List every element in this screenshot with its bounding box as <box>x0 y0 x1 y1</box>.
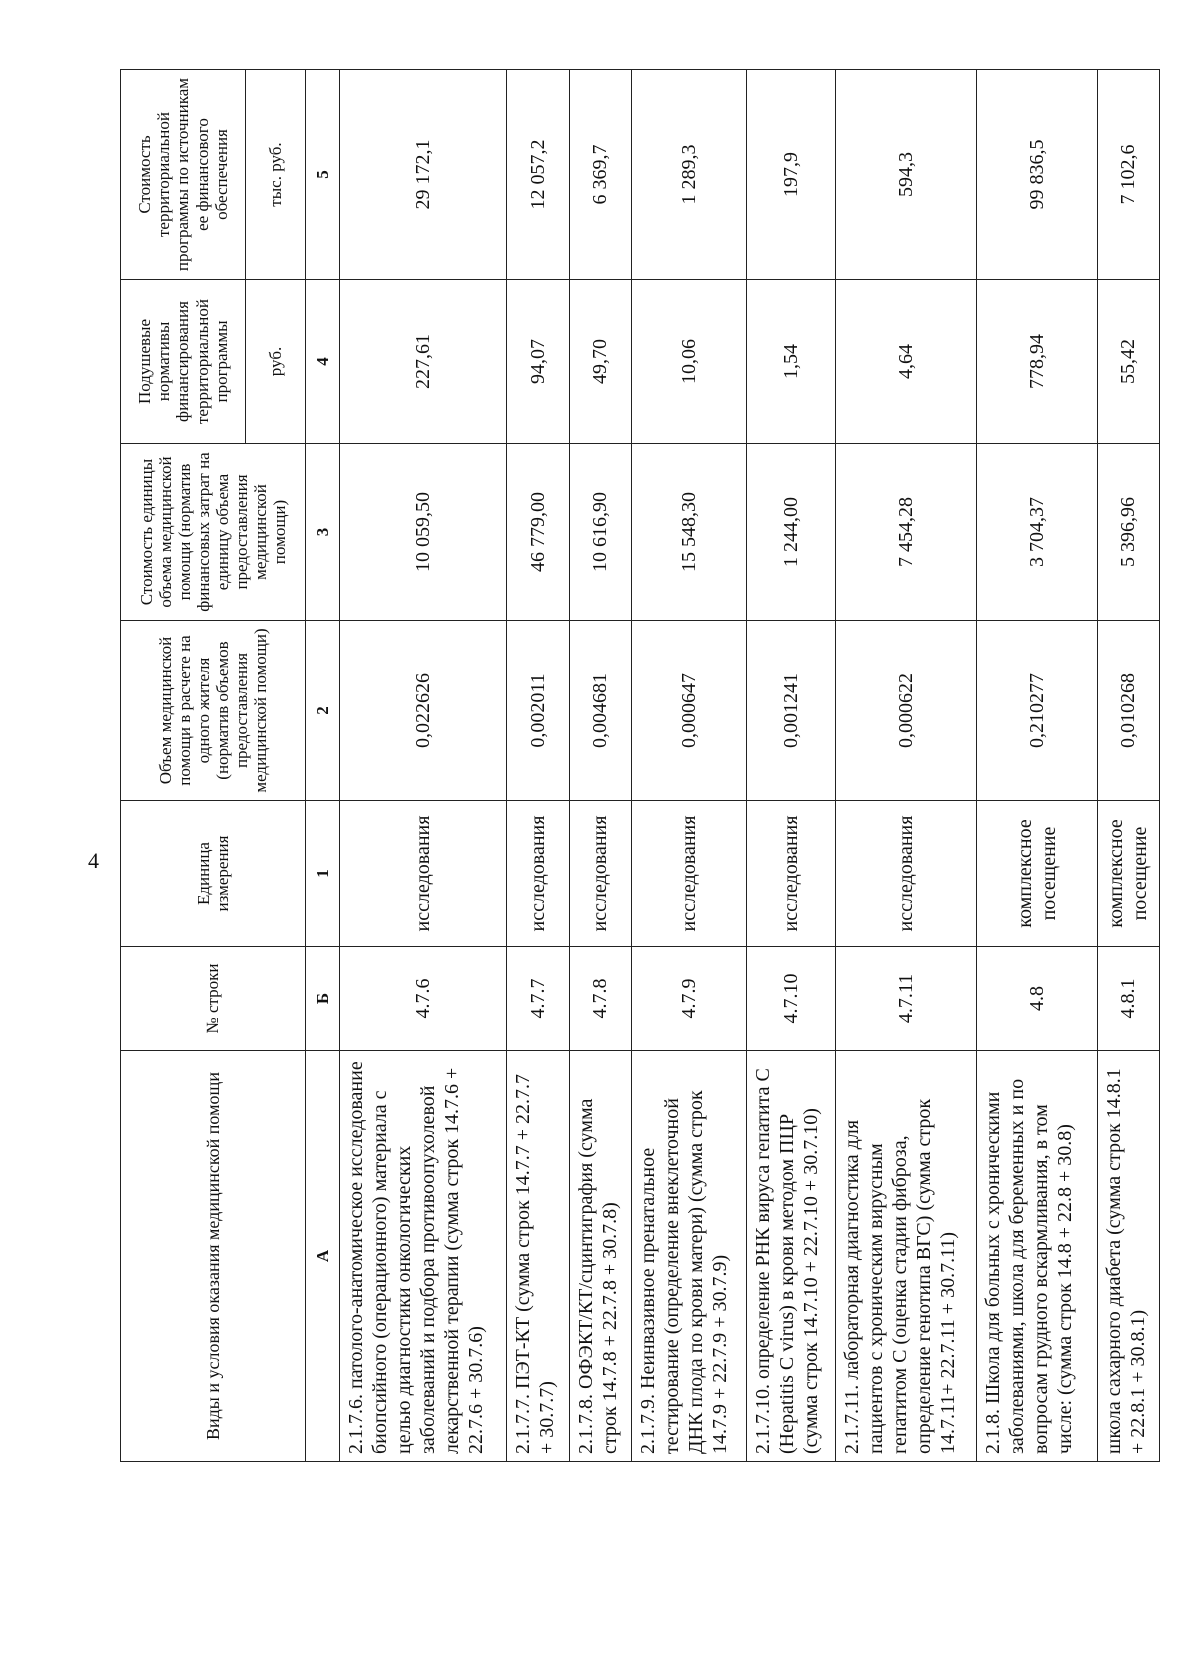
row-total: 1 289,3 <box>631 70 746 280</box>
header-per-capita: Подушевые нормативы финансирования территориальной программы <box>121 280 246 444</box>
unit-program-cost: тыс. руб. <box>246 70 306 280</box>
header-kinds-conditions: Виды и условия оказания медицинской помощи <box>121 1051 306 1462</box>
row-name: 2.1.8. Школа для больных с хроническими заболеваниями, школа для беременных и по вопросам грудного вскармливания, в том числе: (сумма строк 14.8 + 22.8 + 30.8) <box>977 1051 1097 1462</box>
index-cell: 3 <box>306 444 340 621</box>
row-name: 2.1.7.9. Неинвазивное пренатальное тестирование (определение внеклеточной ДНК плода по крови матери) (сумма строк 14.7.9 + 22.7.9 + 30.7.9) <box>631 1051 746 1462</box>
row-number: 4.7.6 <box>340 947 507 1051</box>
row-name: 2.1.7.11. лабораторная диагностика для пациентов с хроническим вирусным гепатитом С (оценка стадии фиброза, определение генотипа ВГС) (сумма строк 14.7.11+ 22.7.11 + 30.7.11) <box>836 1051 977 1462</box>
index-cell: 4 <box>306 280 340 444</box>
row-number: 4.7.10 <box>746 947 836 1051</box>
header-row <box>121 70 246 1462</box>
row-volume: 0,004681 <box>569 621 631 801</box>
row-unit-cost: 7 454,28 <box>836 444 977 621</box>
row-number: 4.7.7 <box>507 947 569 1051</box>
row-number: 4.8.1 <box>1097 947 1159 1051</box>
row-name: 2.1.7.6. патолого-анатомическое исследование биопсийного (операционного) материала с целью диагностики онкологических заболеваний и подбора противоопухолевой лекарственной терапии (сумма строк 14.7.6 + 22.7.6 + 30.7.6) <box>340 1051 507 1462</box>
row-volume: 0,001241 <box>746 621 836 801</box>
row-unit: исследования <box>340 801 507 947</box>
page-number: 4 <box>88 848 99 873</box>
row-volume: 0,010268 <box>1097 621 1159 801</box>
row-total: 594,3 <box>836 70 977 280</box>
table-row <box>507 70 569 1462</box>
row-unit-cost: 15 548,30 <box>631 444 746 621</box>
row-per-capita: 10,06 <box>631 280 746 444</box>
header-row-number: № строки <box>121 947 306 1051</box>
index-cell: Б <box>306 947 340 1051</box>
header-unit-cost: Стоимость единицы объема медицинской помощи (норматив финансовых затрат на единицу объема предоставления медицинской помощи) <box>121 444 306 621</box>
table-row <box>340 70 507 1462</box>
table-row <box>1097 70 1159 1462</box>
row-volume: 0,000647 <box>631 621 746 801</box>
table-row <box>631 70 746 1462</box>
row-unit: исследования <box>631 801 746 947</box>
row-name: 2.1.7.8. ОФЭКТ/КТ/сцинтиграфия (сумма строк 14.7.8 + 22.7.8 + 30.7.8) <box>569 1051 631 1462</box>
row-volume: 0,000622 <box>836 621 977 801</box>
row-per-capita: 49,70 <box>569 280 631 444</box>
row-unit-cost: 10 616,90 <box>569 444 631 621</box>
row-number: 4.7.9 <box>631 947 746 1051</box>
header-volume: Объем медицинской помощи в расчете на одного жителя (норматив объемов предоставления медицинской помощи) <box>121 621 306 801</box>
row-volume: 0,210277 <box>977 621 1097 801</box>
row-total: 29 172,1 <box>340 70 507 280</box>
row-unit: комплексное посещение <box>1097 801 1159 947</box>
index-cell: 2 <box>306 621 340 801</box>
row-unit-cost: 46 779,00 <box>507 444 569 621</box>
financing-table <box>120 69 1160 1462</box>
row-number: 4.7.11 <box>836 947 977 1051</box>
unit-per-capita: руб. <box>246 280 306 444</box>
row-unit: исследования <box>569 801 631 947</box>
table-row <box>569 70 631 1462</box>
table-row <box>977 70 1097 1462</box>
row-total: 99 836,5 <box>977 70 1097 280</box>
row-unit-cost: 3 704,37 <box>977 444 1097 621</box>
row-per-capita: 778,94 <box>977 280 1097 444</box>
row-volume: 0,002011 <box>507 621 569 801</box>
rotated-table-wrapper <box>120 70 1160 1462</box>
table-row <box>836 70 977 1462</box>
row-unit: исследования <box>746 801 836 947</box>
row-per-capita: 55,42 <box>1097 280 1159 444</box>
row-unit: исследования <box>836 801 977 947</box>
row-number: 4.8 <box>977 947 1097 1051</box>
row-per-capita: 94,07 <box>507 280 569 444</box>
row-per-capita: 227,61 <box>340 280 507 444</box>
row-name: школа сахарного диабета (сумма строк 14.8.1 + 22.8.1 + 30.8.1) <box>1097 1051 1159 1462</box>
row-total: 6 369,7 <box>569 70 631 280</box>
row-unit-cost: 10 059,50 <box>340 444 507 621</box>
row-total: 7 102,6 <box>1097 70 1159 280</box>
index-cell: А <box>306 1051 340 1462</box>
row-unit-cost: 1 244,00 <box>746 444 836 621</box>
row-total: 197,9 <box>746 70 836 280</box>
row-unit-cost: 5 396,96 <box>1097 444 1159 621</box>
table-row <box>746 70 836 1462</box>
row-name: 2.1.7.10. определение РНК вируса гепатита С (Hepatitis C virus) в крови методом ПЦР (сумма строк 14.7.10 + 22.7.10 + 30.7.10) <box>746 1051 836 1462</box>
index-cell: 1 <box>306 801 340 947</box>
header-program-cost: Стоимость территориальной программы по источникам ее финансового обеспечения <box>121 70 246 280</box>
header-unit: Единица измерения <box>121 801 306 947</box>
row-per-capita: 1,54 <box>746 280 836 444</box>
index-cell: 5 <box>306 70 340 280</box>
row-per-capita: 4,64 <box>836 280 977 444</box>
row-unit: комплексное посещение <box>977 801 1097 947</box>
row-total: 12 057,2 <box>507 70 569 280</box>
row-volume: 0,022626 <box>340 621 507 801</box>
row-name: 2.1.7.7. ПЭТ-КТ (сумма строк 14.7.7 + 22.7.7 + 30.7.7) <box>507 1051 569 1462</box>
row-number: 4.7.8 <box>569 947 631 1051</box>
column-index-row <box>306 70 340 1462</box>
row-unit: исследования <box>507 801 569 947</box>
